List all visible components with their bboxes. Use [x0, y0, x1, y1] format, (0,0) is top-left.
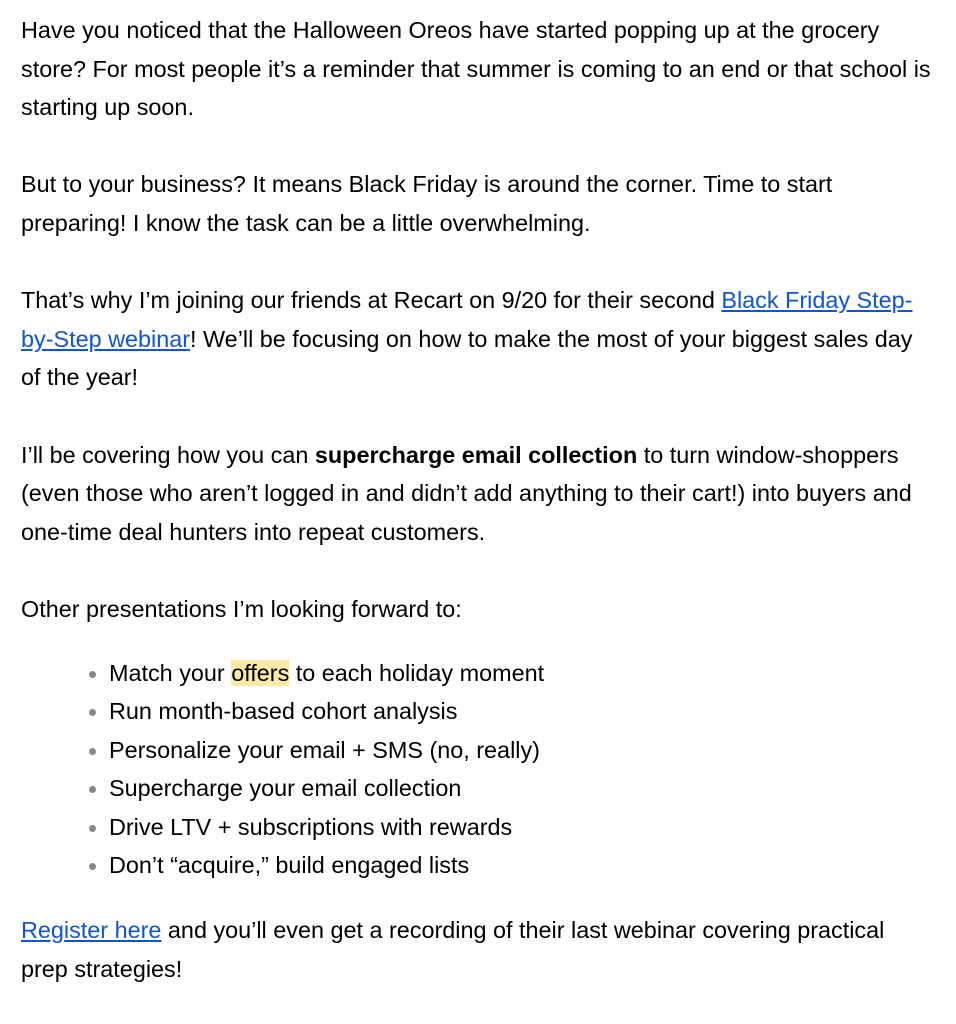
paragraph-email-collection [21, 436, 936, 552]
paragraph-black-friday: But to your business? It means Black Friday is around the corner. Time to start preparing! I know the task can be a little overwhelming. [21, 171, 833, 236]
paragraph-halloween-oreos: Have you noticed that the Halloween Oreos have started popping up at the grocery store? For most people it’s a reminder that summer is coming to an end or that school is starting up soon. [21, 17, 931, 121]
presentations-list [21, 654, 936, 886]
highlighted-word: offers [231, 659, 290, 686]
list-item-text-after: to each holiday moment [289, 659, 545, 686]
list-item: Don’t “acquire,” build engaged lists [87, 846, 936, 885]
webinar-link[interactable]: Black Friday Step-by-Step webinar [21, 287, 913, 352]
email-collection-bold: supercharge email collection [314, 441, 638, 468]
list-item: Drive LTV + subscriptions with rewards [87, 808, 936, 847]
email-collection-text-after: to turn window-shoppers (even those who aren’t logged in and didn’t add anything to their cart!) into buyers and one-time deal hunters into repeat customers. [21, 441, 912, 545]
register-link[interactable]: Register here [21, 917, 162, 944]
email-collection-text-before: I’ll be covering how you can [21, 441, 315, 468]
webinar-text-after: ! We’ll be focusing on how to make the most of your biggest sales day of the year! [21, 325, 913, 391]
list-item: Personalize your email + SMS (no, really) [87, 731, 936, 770]
register-text-after: and you’ll even get a recording of their last webinar covering practical prep strategies! [21, 917, 885, 982]
paragraph-register [21, 911, 936, 988]
paragraph-other-presentations: Other presentations I’m looking forward to: [21, 595, 462, 622]
list-item [87, 654, 936, 693]
list-item-text-before: Match your [109, 659, 232, 686]
list-item: Run month-based cohort analysis [87, 692, 936, 731]
webinar-text-before: That’s why I’m joining our friends at Recart on 9/20 for their second [21, 287, 722, 314]
paragraph-webinar [21, 281, 936, 397]
list-item: Supercharge your email collection [87, 769, 936, 808]
